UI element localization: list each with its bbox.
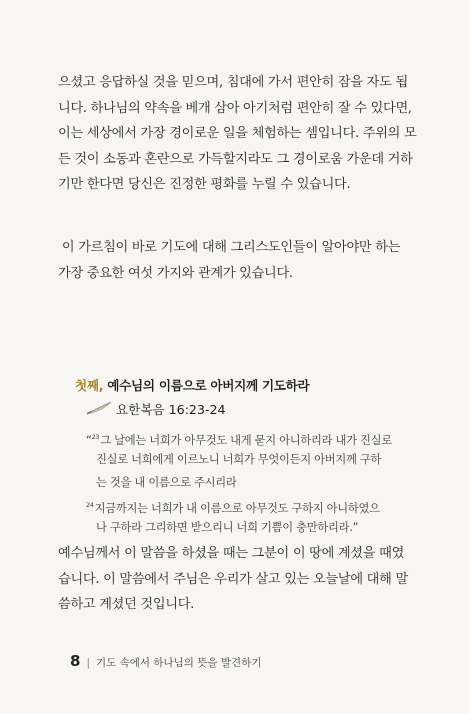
- quote-line: 나 구하라 그리하면 받으리니 너희 기쁨이 충만하리라.”: [96, 521, 359, 535]
- verse-number: 23: [91, 433, 100, 441]
- page-footer: [70, 652, 261, 670]
- quote-text: 지금까지는 너희가 내 이름으로 아무것도 구하지 아니하였으: [94, 502, 380, 516]
- text-line: 으셨고 응답하실 것을 믿으며, 침대에 가서 편안히 잠을 자도 됩: [58, 75, 408, 90]
- text-line: 기만 한다면 당신은 진정한 평화를 누릴 수 있습니다.: [58, 177, 351, 192]
- page-number: 8: [70, 652, 81, 670]
- open-quote: “: [86, 433, 92, 447]
- paragraph-1: [58, 70, 428, 198]
- quote-line: 진실로 너희에게 이르노니 너희가 무엇이든지 아버지께 구하: [96, 452, 382, 466]
- running-title: 기도 속에서 하나님의 뜻을 발견하기: [95, 657, 262, 669]
- scripture-quote: [86, 426, 426, 540]
- scripture-reference: [86, 398, 226, 418]
- quote-line: 는 것을 내 이름으로 주시리라: [96, 475, 237, 489]
- text-line: 이 가르침이 바로 기도에 대해 그리스도인들이 알아야만 하는: [58, 240, 401, 255]
- verse-number: 24: [86, 501, 94, 510]
- paragraph-2: [58, 235, 428, 286]
- text-line: 씀하고 계셨던 것입니다.: [58, 597, 195, 612]
- text-line: 예수님께서 이 말씀을 하셨을 때는 그분이 이 땅에 계셨을 때였: [58, 546, 405, 561]
- heading-title: 예수님의 이름으로 아버지께 기도하라: [103, 378, 310, 393]
- paragraph-3: [58, 541, 428, 618]
- quill-icon: [86, 401, 112, 415]
- quote-text: 그 날에는 너희가 아무것도 내게 묻지 아니하리라 내가 진실로: [100, 433, 392, 447]
- text-line: 가장 중요한 여섯 가지와 관계가 있습니다.: [58, 265, 293, 281]
- footer-separator: |: [86, 657, 90, 669]
- text-line: 이는 세상에서 가장 경이로운 일을 체험하는 셈입니다. 주위의 모: [58, 126, 417, 141]
- text-line: 니다. 하나님의 약속을 베개 삼아 아기처럼 편안히 잘 수 있다면,: [58, 100, 412, 116]
- text-line: 습니다. 이 말씀에서 주님은 우리가 살고 있는 오늘날에 대해 말: [58, 571, 408, 587]
- heading-ordinal: 첫째,: [75, 378, 104, 393]
- text-line: 든 것이 소동과 혼란으로 가득할지라도 그 경이로움 가운데 거하: [58, 151, 413, 167]
- quote-line: [86, 426, 426, 449]
- reference-text: 요한복음 16:23-24: [116, 401, 226, 417]
- quote-line: [86, 494, 426, 517]
- section-heading: [75, 375, 309, 394]
